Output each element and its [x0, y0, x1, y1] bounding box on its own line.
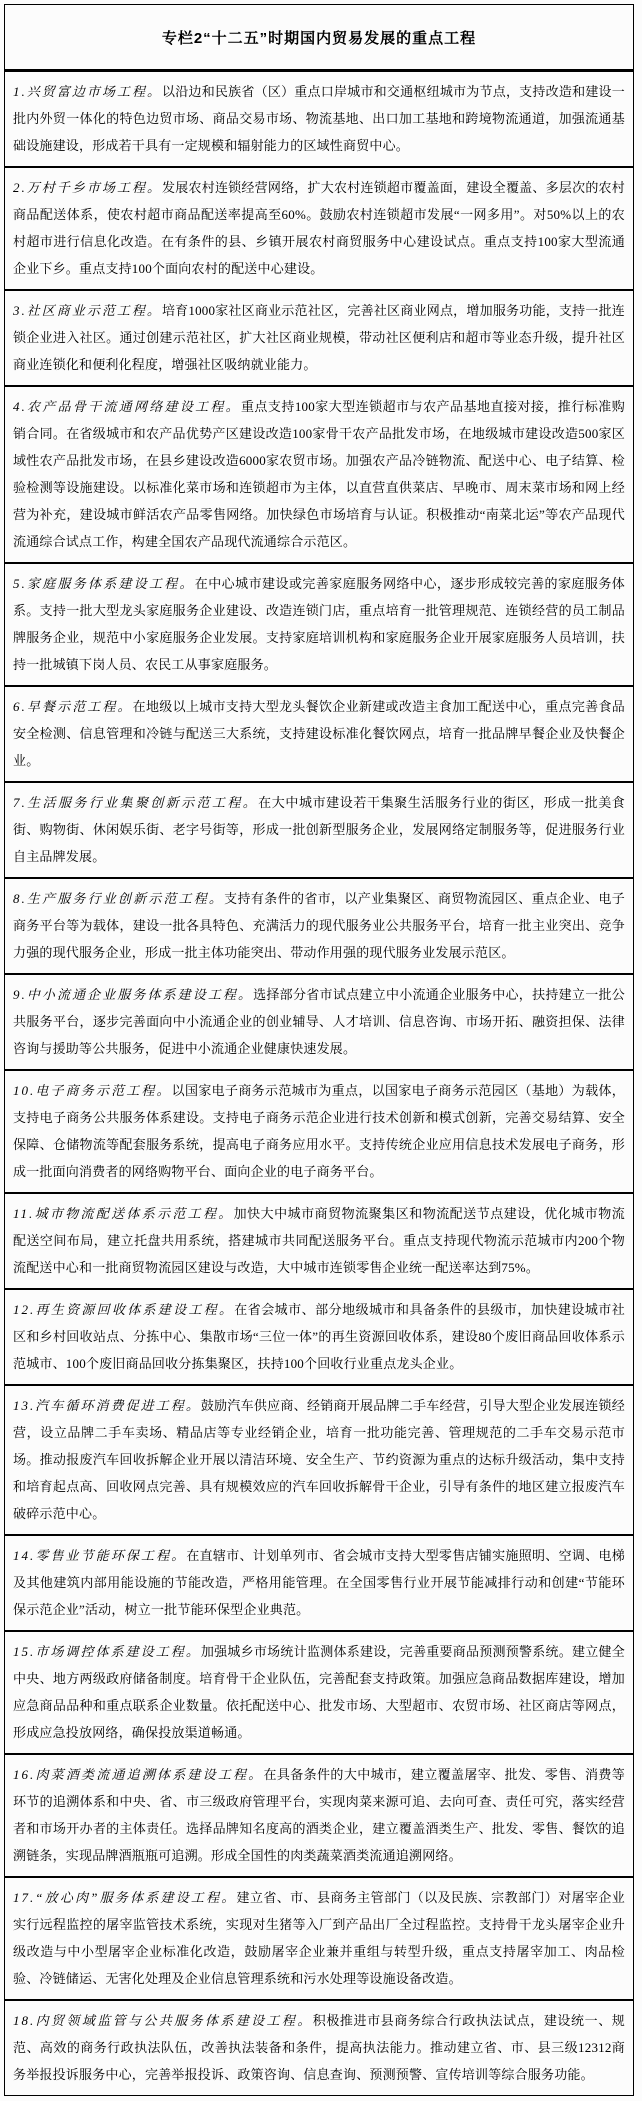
project-item: [5, 1194, 633, 1290]
project-item: [5, 2001, 633, 2095]
project-item: [5, 1632, 633, 1755]
project-item-body: 培育1000家社区商业示范社区，完善社区商业网点，增加服务功能，支持一批连锁企业进入社区。通过创建示范社区，扩大社区商业规模，带动社区便利店和超市等业态升级，提升社区商业连锁化和便利化程度，增强社区吸纳就业能力。: [13, 303, 625, 372]
project-item: [5, 975, 633, 1071]
project-item: [5, 72, 633, 168]
project-item: [5, 1536, 633, 1632]
project-item-title: 11.城市物流配送体系示范工程。: [13, 1206, 234, 1221]
project-item: [5, 387, 633, 564]
project-item-title: 2.万村千乡市场工程。: [13, 180, 163, 195]
project-item-body: 以沿边和民族省（区）重点口岸城市和交通枢纽城市为节点，支持改造和建设一批内外贸一体化的特色边贸市场、商品交易市场、物流基地、出口加工基地和跨境物流通道，加强流通基础设施建设，形成若干具有一定规模和辐射能力的区域性商贸中心。: [13, 84, 625, 153]
project-item-title: 8.生产服务行业创新示范工程。: [13, 891, 225, 906]
project-item-title: 5.家庭服务体系建设工程。: [13, 576, 195, 591]
project-item-body: 加快大中城市商贸物流聚集区和物流配送节点建设，优化城市物流配送空间布局，建立托盘共用系统，搭建城市共同配送服务平台。重点支持现代物流示范城市内200个物流配送中心和一批商贸物流园区建设与改造，大中城市连锁零售企业统一配送率达到75%。: [13, 1206, 625, 1275]
project-item-body: 积极推进市县商务综合行政执法试点，建设统一、规范、高效的商务行政执法队伍，改善执法装备和条件，提高执法能力。推动建立省、市、县三级12312商务举报投诉服务中心，完善举报投诉、政策咨询、信息查询、预测预警、宣传培训等综合服务功能。: [13, 2013, 625, 2082]
project-item-title: 14.零售业节能环保工程。: [13, 1548, 187, 1563]
project-item-title: 17.“放心肉”服务体系建设工程。: [13, 1890, 237, 1905]
project-item: [5, 291, 633, 387]
key-projects-panel: [4, 4, 634, 2096]
project-item-title: 1.兴贸富边市场工程。: [13, 84, 163, 99]
project-list: [5, 72, 633, 2095]
project-item-title: 16.肉菜酒类流通追溯体系建设工程。: [13, 1767, 264, 1782]
project-item-body: 在地级以上城市支持大型龙头餐饮企业新建或改造主食加工配送中心，重点完善食品安全检测、信息管理和冷链与配送三大系统，支持建设标准化餐饮网点，培育一批品牌早餐企业及快餐企业。: [13, 699, 625, 768]
project-item-body: 以国家电子商务示范城市为重点，以国家电子商务示范园区（基地）为载体，支持电子商务公共服务体系建设。支持电子商务示范企业进行技术创新和模式创新，完善交易结算、安全保障、仓储物流等配套服务系统，提高电子商务应用水平。支持传统企业应用信息技术发展电子商务，形成一批面向消费者的网络购物平台、面向企业的电子商务平台。: [13, 1083, 625, 1179]
project-item-body: 鼓励汽车供应商、经销商开展品牌二手车经营，引导大型企业发展连锁经营，设立品牌二手车卖场、精品店等专业经销企业，培育一批功能完善、管理规范的二手车交易示范市场。推动报废汽车回收拆解企业开展以清洁环境、安全生产、节约资源为重点的达标升级活动，集中支持和培育起点高、回收网点完善、具有规模效应的汽车回收拆解骨干企业，引导有条件的地区建立报废汽车破碎示范中心。: [13, 1398, 625, 1521]
project-item-body: 在省会城市、部分地级城市和具备条件的县级市，加快建设城市社区和乡村回收站点、分拣中心、集散市场“三位一体”的再生资源回收体系，建设80个废旧商品回收体系示范城市、100个废旧商品回收分拣集聚区，扶持100个回收行业重点龙头企业。: [13, 1302, 625, 1371]
project-item-body: 支持有条件的省市，以产业集聚区、商贸物流园区、重点企业、电子商务平台等为载体，建设一批各具特色、充满活力的现代服务业公共服务平台，培育一批主业突出、竞争力强的现代服务企业，形成一批主体功能突出、带动作用强的现代服务业发展示范区。: [13, 891, 625, 960]
project-item-title: 10.电子商务示范工程。: [13, 1083, 172, 1098]
project-item: [5, 168, 633, 291]
project-item-title: 15.市场调控体系建设工程。: [13, 1644, 201, 1659]
project-item: [5, 1878, 633, 2001]
panel-title: 专栏2“十二五”时期国内贸易发展的重点工程: [5, 5, 633, 72]
project-item-title: 9.中小流通企业服务体系建设工程。: [13, 987, 254, 1002]
project-item-title: 13.汽车循环消费促进工程。: [13, 1398, 201, 1413]
project-item-body: 在具备条件的大中城市，建立覆盖屠宰、批发、零售、消费等环节的追溯体系和中央、省、市三级政府管理平台，实现肉菜来源可追、去向可查、责任可究，落实经营者和市场开办者的主体责任。选择品牌知名度高的酒类企业，建立覆盖酒类生产、批发、零售、餐饮的追溯链条，实现品牌酒瓶瓶可追溯。形成全国性的肉类蔬菜酒类流通追溯网络。: [13, 1767, 625, 1863]
project-item: [5, 1290, 633, 1386]
project-item-body: 在中心城市建设或完善家庭服务网络中心，逐步形成较完善的家庭服务体系。支持一批大型龙头家庭服务企业建设、改造连锁门店，重点培育一批管理规范、连锁经营的员工制品牌服务企业，规范中小家庭服务企业发展。支持家庭培训机构和家庭服务企业开展家庭服务人员培训，扶持一批城镇下岗人员、农民工从事家庭服务。: [13, 576, 625, 672]
project-item-title: 4.农产品骨干流通网络建设工程。: [13, 399, 241, 414]
project-item: [5, 1386, 633, 1536]
project-item-title: 18.内贸领域监管与公共服务体系建设工程。: [13, 2013, 313, 2028]
project-item: [5, 783, 633, 879]
project-item-body: 重点支持100家大型连锁超市与农产品基地直接对接，推行标准购销合同。在省级城市和农产品优势产区建设改造100家骨干农产品批发市场，在地级城市建设改造500家区域性农产品批发市场，在县乡建设改造6000家农贸市场。加强农产品冷链物流、配送中心、电子结算、检验检测等设施建设。以标准化菜市场和连锁超市为主体，以直营直供菜店、早晚市、周末菜市场和网上经营为补充，建设城市鲜活农产品零售网络。加快绿色市场培育与认证。积极推动“南菜北运”等农产品现代流通综合试点工作，构建全国农产品现代流通综合示范区。: [13, 399, 625, 549]
project-item: [5, 564, 633, 687]
project-item-body: 发展农村连锁经营网络，扩大农村连锁超市覆盖面，建设全覆盖、多层次的农村商品配送体系，使农村超市商品配送率提高至60%。鼓励农村连锁超市发展“一网多用”。对50%以上的农村超市进行信息化改造。在有条件的县、乡镇开展农村商贸服务中心建设试点。重点支持100家大型流通企业下乡。重点支持100个面向农村的配送中心建设。: [13, 180, 625, 276]
project-item-body: 在大中城市建设若干集聚生活服务行业的街区，形成一批美食街、购物街、休闲娱乐街、老字号街等，形成一批创新型服务企业，发展网络定制服务等，促进服务行业自主品牌发展。: [13, 795, 625, 864]
project-item-title: 7.生活服务行业集聚创新示范工程。: [13, 795, 259, 810]
project-item: [5, 1755, 633, 1878]
project-item-title: 6.早餐示范工程。: [13, 699, 133, 714]
project-item: [5, 879, 633, 975]
project-item-body: 建立省、市、县商务主管部门（以及民族、宗教部门）对屠宰企业实行远程监控的屠宰监管技术系统，实现对生猪等入厂到产品出厂全过程监控。支持骨干龙头屠宰企业升级改造与中小型屠宰企业标准化改造，鼓励屠宰企业兼并重组与转型升级，重点支持屠宰加工、肉品检验、冷链储运、无害化处理及企业信息管理系统和污水处理等设施设备改造。: [13, 1890, 625, 1986]
project-item: [5, 1071, 633, 1194]
project-item-title: 12.再生资源回收体系建设工程。: [13, 1302, 235, 1317]
project-item-body: 选择部分省市试点建立中小流通企业服务中心，扶持建立一批公共服务平台，逐步完善面向中小流通企业的创业辅导、人才培训、信息咨询、市场开拓、融资担保、法律咨询与援助等公共服务，促进中小流通企业健康快速发展。: [13, 987, 625, 1056]
project-item: [5, 687, 633, 783]
project-item-body: 加强城乡市场统计监测体系建设，完善重要商品预测预警系统。建立健全中央、地方两级政府储备制度。培育骨干企业队伍，完善配套支持政策。加强应急商品数据库建设，增加应急商品品种和重点联系企业数量。依托配送中心、批发市场、大型超市、农贸市场、社区商店等网点，形成应急投放网络，确保投放渠道畅通。: [13, 1644, 625, 1740]
project-item-title: 3.社区商业示范工程。: [13, 303, 162, 318]
project-item-body: 在直辖市、计划单列市、省会城市支持大型零售店铺实施照明、空调、电梯及其他建筑内部用能设施的节能改造，严格用能管理。在全国零售行业开展节能减排行动和创建“节能环保示范企业”活动，树立一批节能环保型企业典范。: [13, 1548, 625, 1617]
